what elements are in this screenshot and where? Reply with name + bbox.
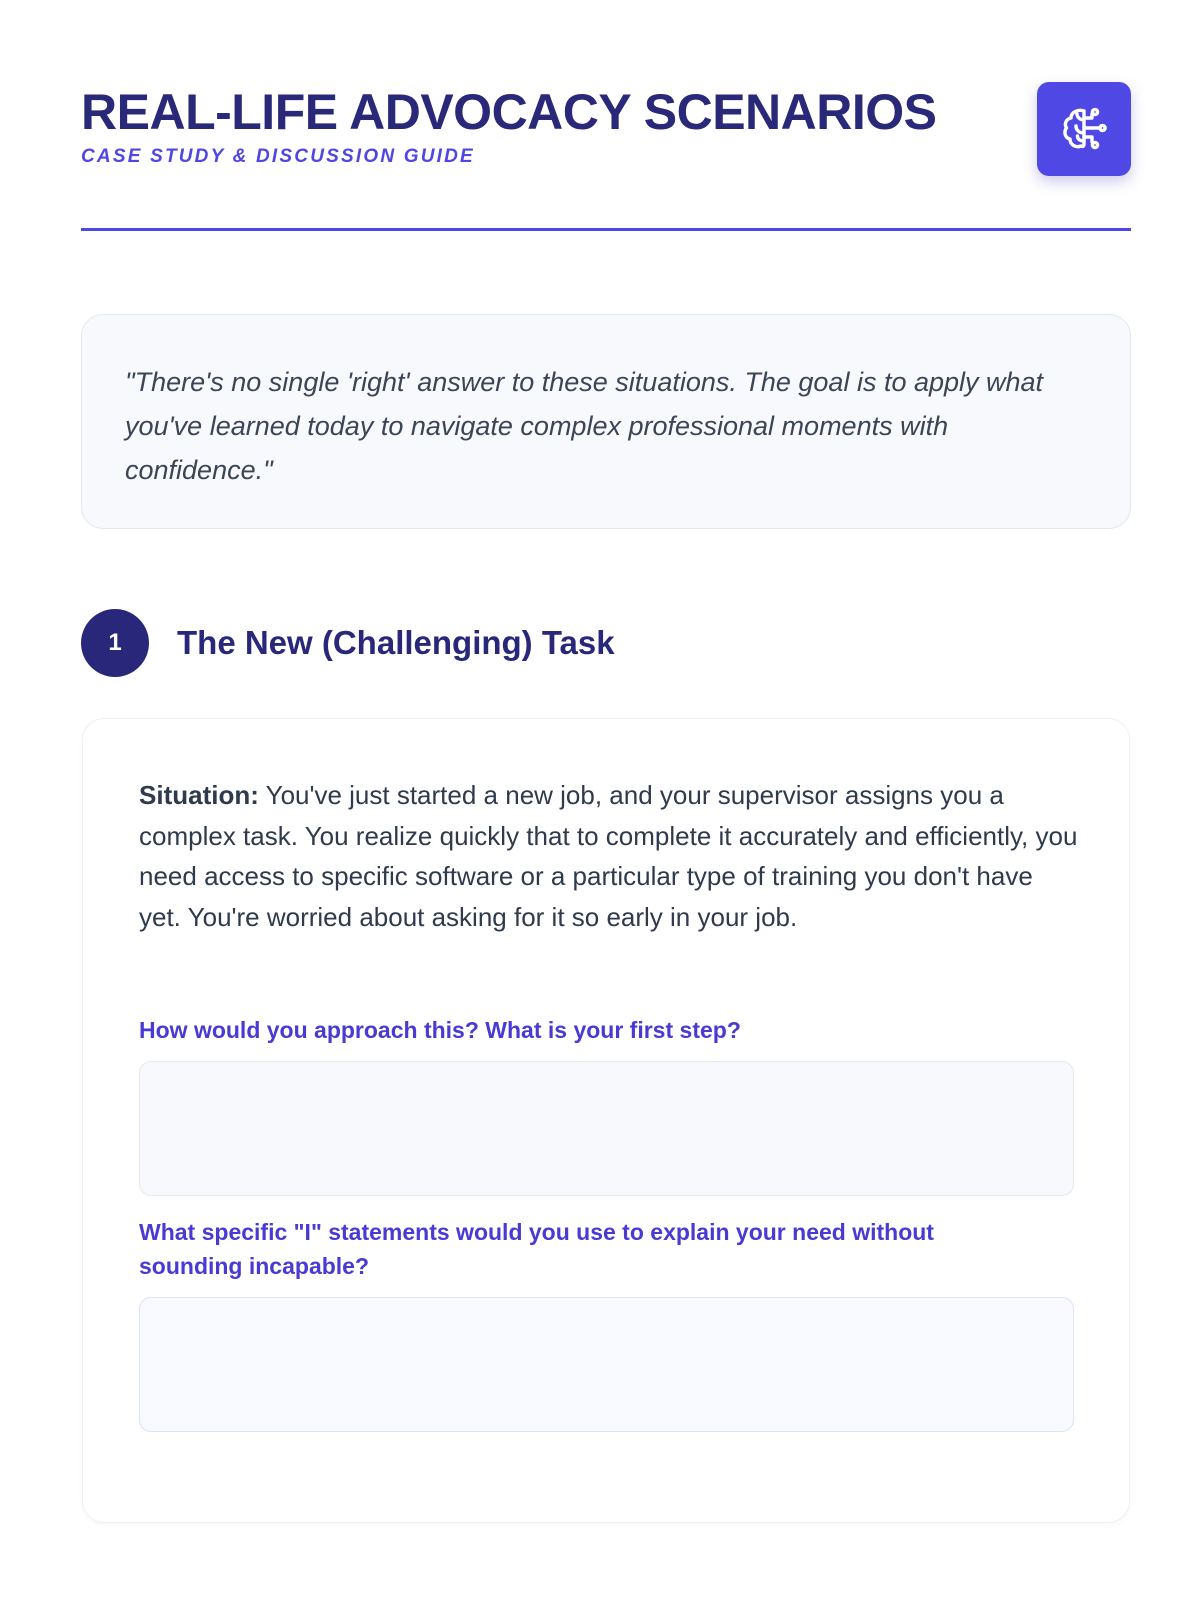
scenario-title: The New (Challenging) Task <box>177 624 615 661</box>
brain-icon <box>1059 104 1109 154</box>
situation-text: You've just started a new job, and your supervisor assigns you a complex task. You realize quickly that to complete it accurately and efficiently, you need access to specific software or a particular type of training you don't have yet. You're worried about asking for it so early in your job. <box>139 780 1078 932</box>
question-1-label: How would you approach this? What is your first step? <box>139 1017 741 1043</box>
intro-quote-box <box>81 314 1131 529</box>
page-title: REAL-LIFE ADVOCACY SCENARIOS <box>81 84 937 140</box>
page-subtitle: CASE STUDY & DISCUSSION GUIDE <box>81 146 475 167</box>
situation-paragraph <box>139 775 1079 937</box>
scenario-number-badge: 1 <box>81 609 149 677</box>
page-header <box>81 82 1131 232</box>
scenario-heading <box>81 609 615 677</box>
logo-badge <box>1037 82 1131 176</box>
question-2-label: What specific "I" statements would you use to explain your need without sounding incapable? <box>139 1219 934 1279</box>
scenario-card <box>82 718 1130 1523</box>
answer-2-field[interactable] <box>139 1297 1074 1432</box>
header-divider <box>81 228 1131 231</box>
situation-label: Situation: <box>139 780 259 810</box>
answer-1-field[interactable] <box>139 1061 1074 1196</box>
intro-quote: "There's no single 'right' answer to these situations. The goal is to apply what you've learned today to navigate complex professional moments with confidence." <box>125 367 1044 485</box>
